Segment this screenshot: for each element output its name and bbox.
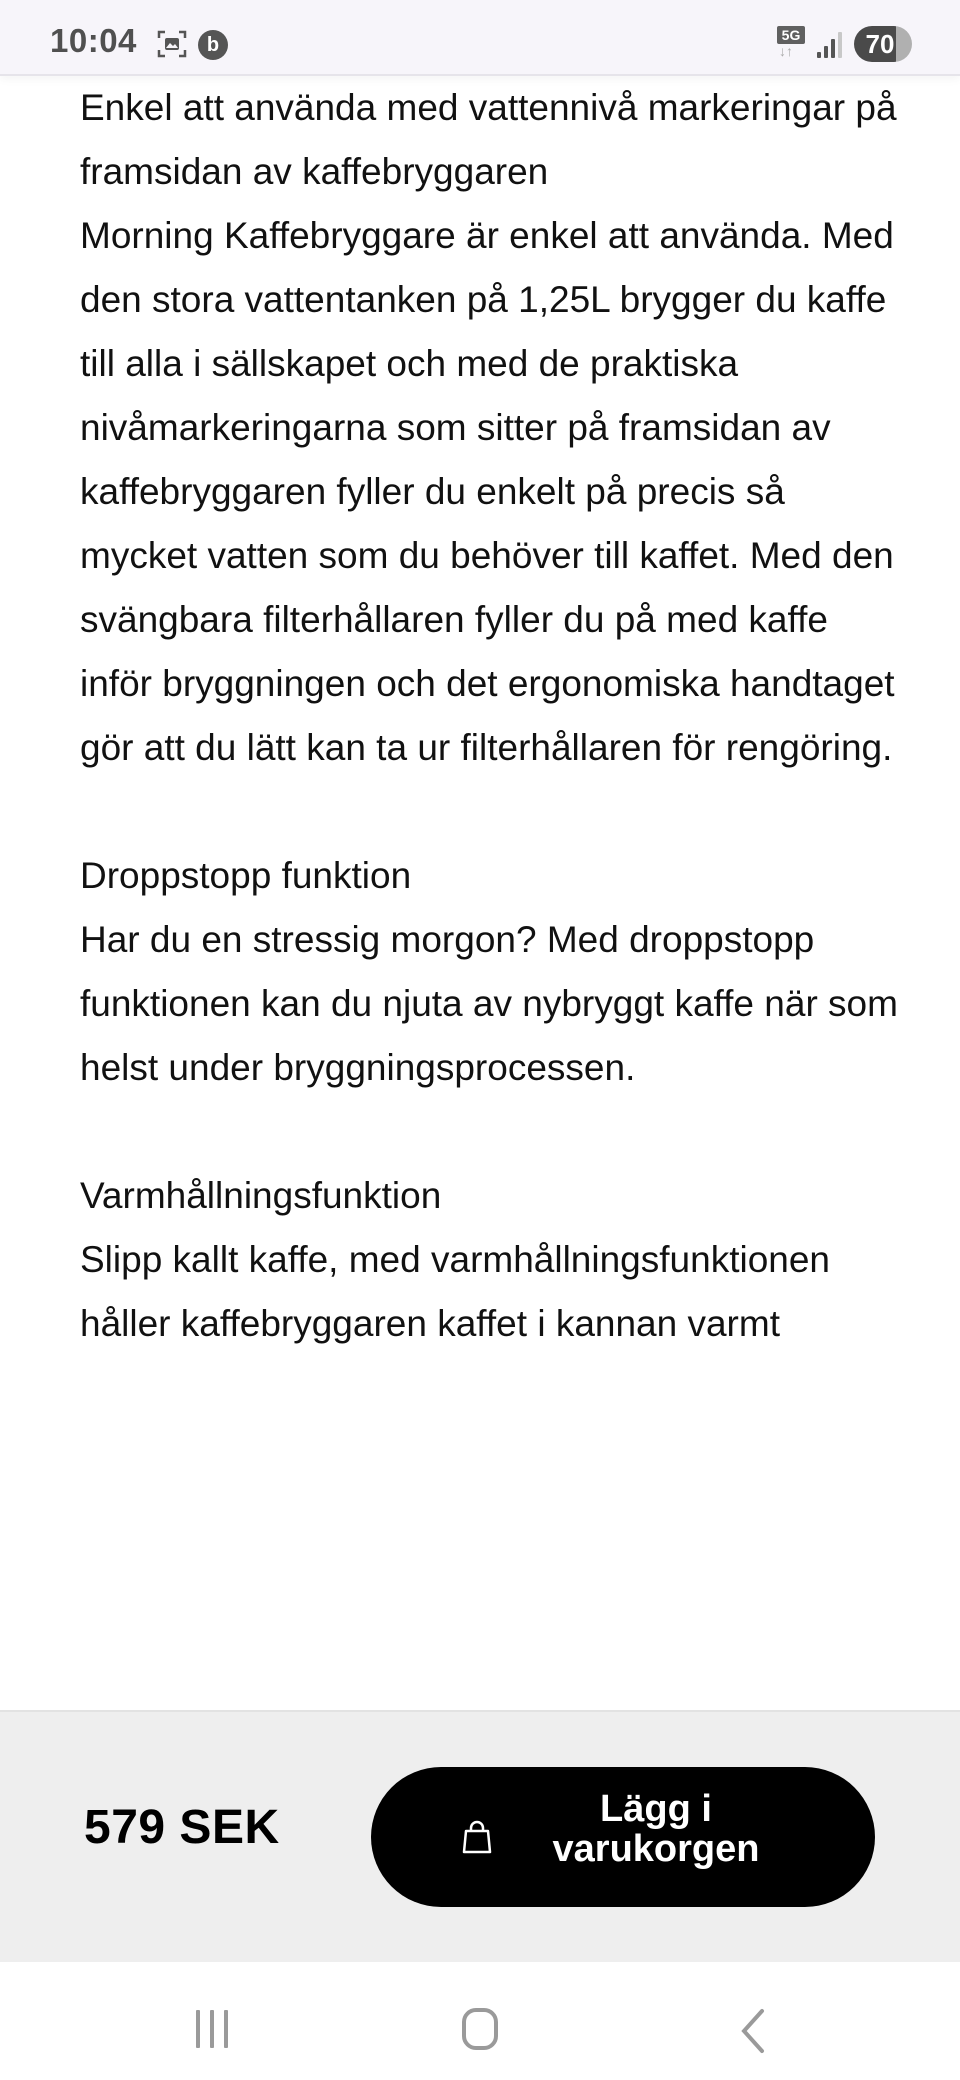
- section-body: Morning Kaffebryggare är enkel att använda. Med den stora vattentanken på 1,25L brygger du kaffe till alla i sällskapet och med de praktiska nivåmarkeringarna som sitter på framsidan av kaffebryggaren fyller du enkelt på precis så mycket vatten som du behöver till kaffet. Med den svängbara filterhållaren fyller du på med kaffe inför bryggningen och det ergonomiska handtaget gör att du lätt kan ta ur filterhållaren för rengöring.: [80, 215, 895, 768]
- shopping-bag-icon: [461, 1819, 493, 1855]
- section-heading: Droppstopp funktion: [80, 855, 412, 896]
- section-body: Har du en stressig morgon? Med droppstopp funktionen kan du njuta av nybryggt kaffe när som helst under bryggningsprocessen.: [80, 919, 898, 1088]
- back-button[interactable]: [738, 2008, 768, 2054]
- section-heading: Enkel att använda med vattennivå markeringar på framsidan av kaffebryggaren: [80, 87, 897, 192]
- section-heading: Varmhållningsfunktion: [80, 1175, 442, 1216]
- status-bar: [0, 0, 960, 76]
- network-5g-icon: 5G ↓↑: [777, 26, 805, 60]
- add-to-cart-button[interactable]: [371, 1767, 875, 1907]
- section-body: Slipp kallt kaffe, med varmhållningsfunktionen håller kaffebryggaren kaffet i kannan varmt: [80, 1239, 831, 1344]
- system-nav-bar: [0, 1960, 960, 2080]
- purchase-bar: [0, 1710, 960, 1962]
- data-arrows-icon: ↓↑: [779, 43, 793, 59]
- signal-icon: [817, 30, 843, 58]
- recent-apps-button[interactable]: [196, 2010, 236, 2048]
- product-price: 579 SEK: [84, 1801, 280, 1854]
- status-time: 10:04: [50, 22, 137, 59]
- screenshot-icon: [157, 30, 187, 58]
- b-app-icon: b: [198, 30, 228, 60]
- battery-indicator: 70: [854, 26, 912, 62]
- home-button[interactable]: [462, 2008, 498, 2050]
- add-to-cart-label: Lägg i varukorgen: [552, 1788, 760, 1870]
- product-description: [80, 76, 900, 1356]
